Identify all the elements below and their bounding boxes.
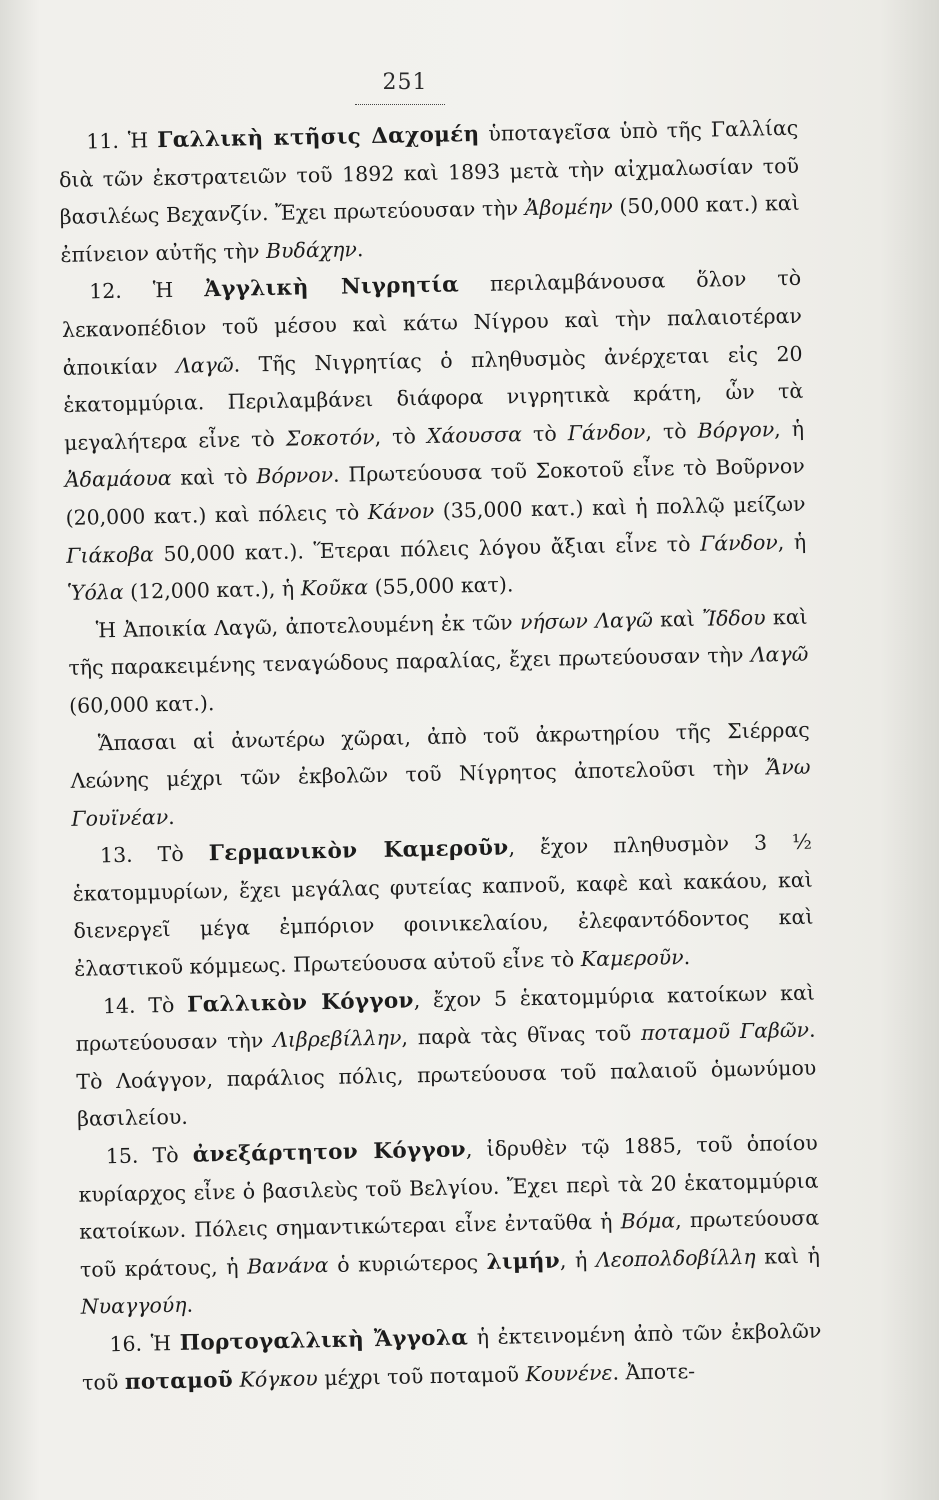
p11-text: ὑποταγεῖσα ὑπὸ τῆς Γαλλίας διὰ τῶν ἐκστρατειῶν τοῦ 1892 καὶ 1893 μετὰ τὴν αἰχμαλωσίαν τοῦ βασιλέως Βεχανζίν. Ἔχει πρωτεύουσαν τὴν	[58, 115, 800, 230]
p12-italic: Γάνδον	[699, 529, 778, 556]
p16-text: ἡ ἐκτεινομένη ἀπὸ τῶν ἐκβολῶν τοῦ	[81, 1318, 822, 1395]
p15-text: .	[186, 1293, 194, 1318]
p12-text: 12. Ἡ	[88, 277, 205, 304]
p14-italic: ποταμοῦ Γαβῶν	[640, 1018, 810, 1046]
p12-italic: Βόρνον	[256, 463, 334, 489]
p12-text: περιλαμβάνουσα ὅλον τὸ λεκανοπέδιον τοῦ μέσου καὶ κάτω Νίγρου καὶ τὴν παλαιοτέραν ἀποικίαν	[61, 266, 803, 380]
p15-text: , ἱδρυθὲν τῷ 1885, τοῦ ὁποίου κυρίαρχος εἶνε ὁ βασιλεὺς τοῦ Βελγίου. Ἔχει περὶ τὰ 20 ἑκατομμύρια κατοίκων. Πόλεις σημαντικώτεραι εἶνε ἐνταῦθα ἡ	[78, 1130, 819, 1245]
p12-italic: Λαγῶ	[175, 352, 234, 378]
p12b-italic: Λαγῶ	[750, 642, 809, 668]
p12b-text: (60,000 κατ.).	[68, 691, 215, 718]
p13-text: .	[683, 945, 691, 970]
p12-italic: Ὑόλα	[66, 579, 124, 606]
p12-text: (35,000 κατ.) καὶ ἡ πολλῷ μείζων	[433, 491, 806, 523]
p12-text: (55,000 κατ).	[367, 572, 514, 600]
p12-heading: Ἀγγλικὴ Νιγρητία	[204, 272, 460, 303]
p11-italic: Βυδάχην	[265, 237, 358, 263]
p16-text: μέχρι τοῦ ποταμοῦ	[317, 1361, 526, 1390]
p14-text: 14. Τὸ	[102, 992, 188, 1018]
p12-text: , ἡ	[773, 416, 805, 442]
paragraph-12	[61, 260, 807, 612]
p12-text: τὸ	[521, 421, 568, 446]
p15-text: ὁ κυριώτερος	[328, 1249, 487, 1277]
paragraph-12-lagos	[67, 598, 809, 725]
p12-italic: Κοῦκα	[300, 575, 369, 601]
p15-heading: ἀνεξάρτητον Κόγγον	[192, 1137, 467, 1168]
p12-text: , τὸ	[374, 423, 428, 449]
p12-italic: Χάουσσα	[426, 421, 523, 448]
paragraph-15	[77, 1125, 820, 1327]
paragraph-14	[75, 974, 818, 1139]
p16-italic: Κουνένε	[525, 1360, 613, 1386]
paragraph-13	[72, 824, 815, 989]
p15-text: καὶ ἡ	[755, 1243, 821, 1269]
paragraph-16	[81, 1313, 822, 1402]
p16-text: . Ἀποτε-	[612, 1358, 696, 1385]
p13-italic: Καμεροῦν	[580, 945, 684, 972]
p12b-text: καὶ τῆς παρακειμένης τεναγώδους παραλίας, ἔχει πρωτεύουσαν τὴν	[68, 604, 808, 681]
p15-text: , ἡ	[559, 1247, 597, 1273]
p12-italic: Κάνον	[367, 498, 435, 525]
p11-italic: Ἀβομέην	[524, 194, 613, 221]
p14-text: . Τὸ Λοάγγον, παράλιος πόλις, πρωτεύουσα τοῦ παλαιοῦ ὁμωνύμου βασιλείου.	[76, 1017, 817, 1132]
p12-text: , τὸ	[645, 418, 698, 444]
p15-bold: λιμήν	[486, 1248, 561, 1275]
p12-text: , ἡ	[777, 529, 807, 554]
p16-italic: Κόγκου	[232, 1365, 318, 1392]
p12-italic: Σοκοτόν	[285, 424, 375, 451]
p13-text: 13. Τὸ	[99, 841, 209, 868]
p12c-italic: Ἄνω Γουϊνέαν	[71, 754, 811, 831]
p12-text: 50,000 κατ.). Ἕτεραι πόλεις λόγου ἄξιαι εἶνε τὸ	[153, 531, 701, 566]
p15-italic: Λεοπολδοβίλλη	[595, 1244, 756, 1272]
page-number: 251	[382, 70, 428, 95]
p15-italic: Βανάνα	[246, 1252, 329, 1279]
p12-text: . Πρωτεύουσα τοῦ Σοκοτοῦ εἶνε τὸ Βοῦρνον (20,000 κατ.) καὶ πόλεις τὸ	[65, 454, 805, 530]
p12-text: . Τῆς Νιγρητίας ὁ πληθυσμὸς ἀνέρχεται εἰς 20 ἑκατομμύρια. Περιλαμβάνει διάφορα νιγρητικὰ κράτη, ὧν τὰ μεγαλήτερα εἶνε τὸ	[63, 341, 804, 455]
p12-italic: Γάνδον	[567, 419, 646, 446]
p12-italic: Γιάκοβα	[66, 541, 155, 568]
p15-italic: Βόμα	[620, 1208, 676, 1234]
p15-italic: Νυαγγούη	[80, 1293, 187, 1320]
p12-italic: Βόργον	[697, 417, 775, 443]
paragraph-12-guinea	[70, 711, 812, 838]
paragraph-11	[58, 110, 801, 275]
p14-italic: Λιβρεβίλλην	[272, 1025, 402, 1053]
p14-text: , παρὰ τὰς θῖνας τοῦ	[401, 1021, 642, 1050]
p14-heading: Γαλλικὸν Κόγγον	[186, 987, 414, 1018]
p12c-text: Ἅπασαι αἱ ἀνωτέρω χῶραι, ἀπὸ τοῦ ἀκρωτηρίου τῆς Σιέρρας Λεώνης μέχρι τῶν ἐκβολῶν τοῦ Νίγρητος ἀποτελοῦσι τὴν	[70, 717, 810, 793]
p12c-text: .	[167, 804, 175, 829]
p15-text: 15. Τὸ	[105, 1142, 193, 1169]
p14-text: , ἔχον 5 ἑκατομμύρια κατοίκων καὶ πρωτεύουσαν τὴν	[75, 980, 816, 1057]
p11-heading: Γαλλικὴ κτῆσις Δαχομέη	[156, 121, 480, 154]
p11-text: 11. Ἡ	[86, 128, 158, 154]
body-text	[58, 110, 822, 1402]
p12b-italic: Ἴδδου	[701, 605, 766, 631]
p12-text: (12,000 κατ.), ἡ	[123, 576, 301, 604]
p16-heading: Πορτογαλλικὴ Ἄγγολα	[179, 1325, 469, 1356]
p13-text: , ἔχον πληθυσμὸν 3 ½ ἑκατομμυρίων, ἔχει μεγάλας φυτείας καπνοῦ, καφὲ καὶ κακάου, καὶ διενεργεῖ μέγα ἐμπόριον φοινικελαίου, ἐλεφαντόδοντος καὶ ἐλαστικοῦ κόμμεως. Πρωτεύουσα αὐτοῦ εἶνε τὸ	[72, 829, 814, 981]
p11-text: .	[356, 236, 364, 262]
p12b-italic: νήσων Λαγῶ	[519, 607, 654, 634]
p12-italic: Ἀδαμάουα	[64, 466, 172, 493]
p12-text: καὶ τὸ	[171, 464, 257, 491]
p16-text: 16. Ἡ	[109, 1330, 180, 1357]
p12b-text: καὶ	[652, 606, 703, 632]
page-number-rule	[355, 104, 445, 105]
p16-bold: ποταμοῦ	[124, 1367, 234, 1395]
p15-text: , πρωτεύουσα τοῦ κράτους, ἡ	[79, 1205, 820, 1282]
p13-heading: Γερμανικὸν Καμεροῦν	[208, 835, 509, 867]
p12b-text: Ἡ Ἀποικία Λαγῶ, ἀποτελουμένη ἐκ τῶν	[95, 609, 521, 643]
p11-text: (50,000 κατ.) καὶ ἐπίνειον αὐτῆς τὴν	[60, 190, 800, 267]
